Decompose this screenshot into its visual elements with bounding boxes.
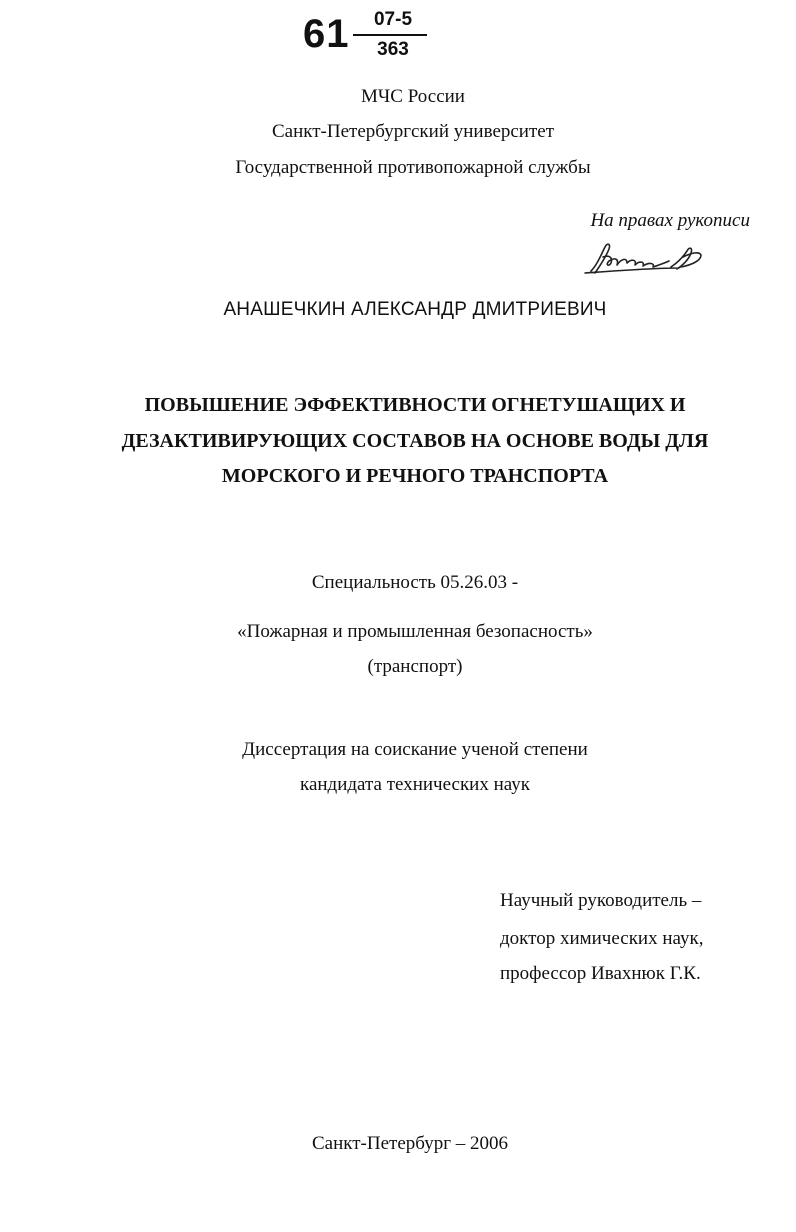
author-name: АНАШЕЧКИН АЛЕКСАНДР ДМИТРИЕВИЧ: [223, 299, 607, 320]
stamp-fraction: [353, 8, 427, 62]
title-line: ПОВЫШЕНИЕ ЭФФЕКТИВНОСТИ ОГНЕТУШАЩИХ И: [144, 394, 686, 416]
degree-line2: кандидата технических наук: [300, 774, 530, 795]
signature-image: [583, 235, 713, 281]
stamp-main-number: 61: [303, 12, 350, 56]
ministry-name: МЧС России: [361, 86, 465, 107]
stamp-fraction-bar: [353, 34, 427, 36]
supervisor-degree: доктор химических наук,: [500, 928, 704, 949]
specialty-code: Специальность 05.26.03 -: [311, 572, 519, 593]
title-line: ДЕЗАКТИВИРУЮЩИХ СОСТАВОВ НА ОСНОВЕ ВОДЫ ДЛЯ: [121, 430, 709, 452]
university-name-line2: Государственной противопожарной службы: [235, 157, 591, 178]
title-line: МОРСКОГО И РЕЧНОГО ТРАНСПОРТА: [221, 465, 609, 487]
supervisor-role: Научный руководитель –: [500, 890, 702, 911]
place-and-year: Санкт-Петербург – 2006: [311, 1133, 508, 1154]
supervisor-name: профессор Ивахнюк Г.К.: [500, 963, 701, 984]
stamp-numerator: 07-5: [373, 9, 413, 30]
specialty-branch: (транспорт): [367, 656, 463, 677]
specialty-name: «Пожарная и промышленная безопасность»: [237, 621, 593, 642]
manuscript-rights-note: На правах рукописи: [590, 210, 750, 231]
degree-line1: Диссертация на соискание ученой степени: [242, 739, 588, 760]
stamp-denominator: 363: [377, 39, 409, 60]
university-name-line1: Санкт-Петербургский университет: [271, 121, 555, 142]
